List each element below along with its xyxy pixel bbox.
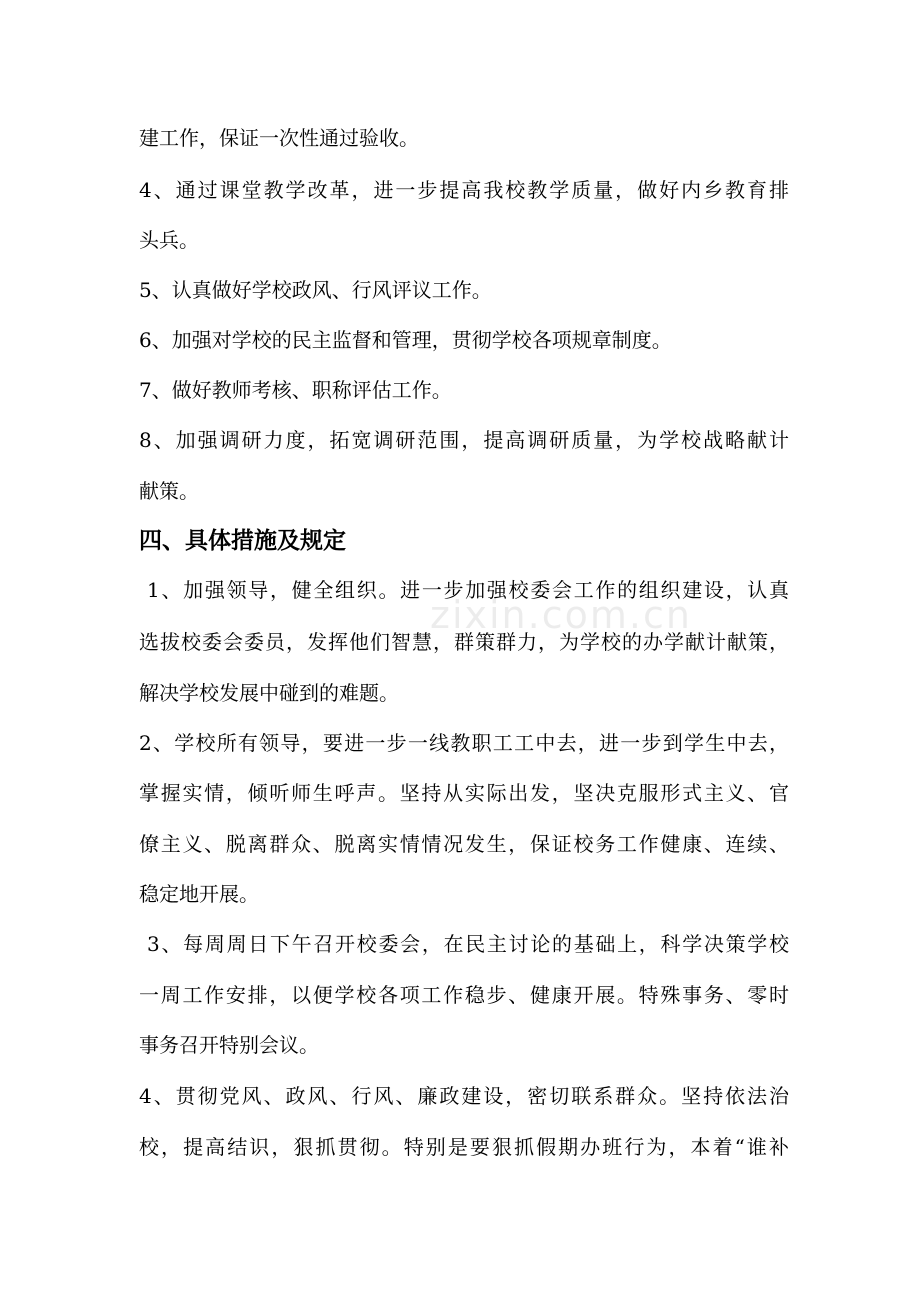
text-line: 1、加强领导，健全组织。进一步加强校委会工作的组织建设，认真 <box>139 578 789 602</box>
text-line: 解决学校发展中碰到的难题。 <box>139 681 399 705</box>
text-line: 校，提高结识，狠抓贯彻。特别是要狠抓假期办班行为，本着“谁补 <box>139 1135 789 1159</box>
section-heading: 四、具体措施及规定 <box>139 528 346 554</box>
watermark: zixin.com.cn <box>430 593 692 637</box>
text-line: 献策。 <box>139 479 199 503</box>
text-line: 建工作，保证一次性通过验收。 <box>139 126 419 150</box>
text-line: 一周工作安排，以便学校各项工作稳步、健康开展。特殊事务、零时 <box>139 983 789 1007</box>
text-line: 3、每周周日下午召开校委会，在民主讨论的基础上，科学决策学校 <box>139 932 789 956</box>
text-line: 掌握实情，倾听师生呼声。坚持从实际出发，坚决克服形式主义、官 <box>139 781 789 805</box>
text-line: 7、做好教师考核、职称评估工作。 <box>139 378 452 402</box>
text-line: 事务召开特别会议。 <box>139 1033 319 1057</box>
text-line: 头兵。 <box>139 228 199 252</box>
text-line: 选拔校委会委员，发挥他们智慧，群策群力，为学校的办学献计献策， <box>139 630 789 654</box>
text-line: 4、贯彻党风、政风、行风、廉政建设，密切联系群众。坚持依法治 <box>139 1084 789 1108</box>
text-line: 6、加强对学校的民主监督和管理，贯彻学校各项规章制度。 <box>139 328 672 352</box>
text-line: 2、学校所有领导，要进一步一线教职工工中去，进一步到学生中去， <box>139 731 789 755</box>
text-line: 稳定地开展。 <box>139 882 259 906</box>
text-line: 僚主义、脱离群众、脱离实情情况发生，保证校务工作健康、连续、 <box>139 832 789 856</box>
text-line: 5、认真做好学校政风、行风评议工作。 <box>139 278 492 302</box>
text-line: 4、通过课堂教学改革，进一步提高我校教学质量，做好内乡教育排 <box>139 178 789 202</box>
text-line: 8、加强调研力度，拓宽调研范围，提高调研质量，为学校战略献计 <box>139 428 789 452</box>
